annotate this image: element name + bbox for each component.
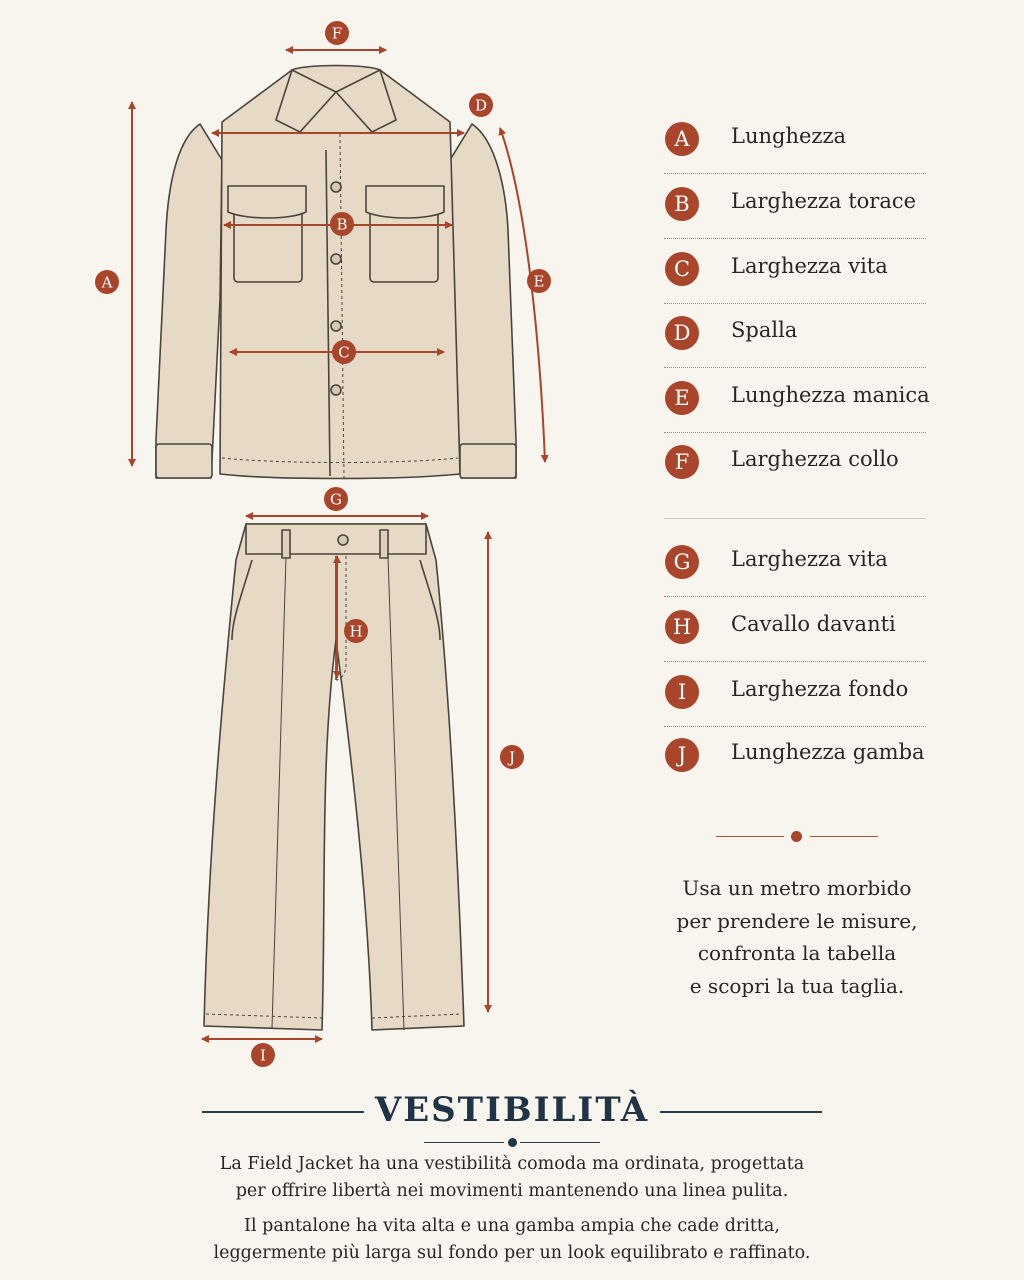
- legend-row-i: [664, 663, 926, 727]
- jacket-illustration: [156, 66, 516, 479]
- garment-diagram: [0, 0, 600, 1090]
- legend-label: Larghezza vita: [731, 547, 888, 571]
- marker-badge-d: [469, 93, 493, 117]
- tip-ornament: [716, 828, 878, 846]
- marker-badge-e: [527, 269, 551, 293]
- legend-label: Spalla: [731, 318, 798, 342]
- legend-label: Larghezza vita: [731, 254, 888, 278]
- marker-badge-i: [251, 1043, 275, 1067]
- legend-separator: [664, 367, 926, 368]
- marker-badge-c: [332, 340, 356, 364]
- legend-row-g: [664, 533, 926, 597]
- marker-letter-j: J: [508, 748, 516, 767]
- trousers-illustration: [204, 524, 464, 1030]
- marker-badge-g: [324, 487, 348, 511]
- legend-row-a: [664, 110, 926, 174]
- tip-line: e scopri la tua taglia.: [689, 973, 905, 998]
- fit-line: Il pantalone ha vita alta e una gamba ampia che cade dritta,: [244, 1216, 780, 1236]
- marker-letter-f: F: [331, 24, 343, 43]
- fit-title: VESTIBILITÀ: [374, 1090, 650, 1130]
- legend-row-c: [664, 240, 926, 304]
- trousers-body: [204, 524, 464, 1030]
- fit-paragraph-jacket: [150, 1151, 874, 1205]
- tip-line: confronta la tabella: [697, 941, 897, 965]
- marker-letter-h: H: [349, 622, 363, 641]
- legend-separator: [664, 596, 926, 597]
- fit-title-rule-right: [660, 1111, 822, 1113]
- jacket-right-pocket: [370, 210, 438, 282]
- marker-letter-a: A: [101, 273, 113, 292]
- legend-badge: B: [665, 187, 699, 221]
- marker-badge-f: [325, 21, 349, 45]
- legend-badge: J: [665, 738, 699, 772]
- jacket-left-pocket: [234, 210, 302, 282]
- jacket-right-sleeve: [450, 124, 516, 478]
- legend-row-e: [664, 369, 930, 433]
- legend-divider: [664, 518, 926, 519]
- fit-title-ornament: [424, 1138, 600, 1148]
- legend-label: Larghezza fondo: [731, 677, 909, 701]
- legend-label: Larghezza collo: [731, 447, 899, 471]
- legend-label: Lunghezza manica: [731, 383, 930, 407]
- legend-row-d: [664, 304, 926, 368]
- legend-badge: H: [665, 610, 699, 644]
- legend-label: Lunghezza: [731, 124, 847, 148]
- marker-letter-b: B: [336, 215, 348, 234]
- fit-line: La Field Jacket ha una vestibilità comoda ma ordinata, progettata: [219, 1154, 805, 1174]
- legend-badge: G: [665, 545, 699, 579]
- legend-badge: A: [665, 122, 699, 156]
- marker-letter-g: G: [330, 490, 342, 509]
- legend-row-j: [664, 726, 926, 790]
- legend-badge: E: [665, 381, 699, 415]
- legend-row-f: [664, 433, 926, 497]
- jacket-left-sleeve: [156, 124, 222, 478]
- legend-row-h: [664, 598, 926, 662]
- legend-separator: [664, 173, 926, 174]
- legend-row-b: [664, 175, 926, 239]
- fit-paragraph-trousers: [150, 1213, 874, 1267]
- fit-line: per offrire libertà nei movimenti mantenendo una linea pulita.: [235, 1181, 789, 1201]
- marker-letter-d: D: [474, 96, 488, 115]
- marker-badge-b: [330, 212, 354, 236]
- marker-letter-c: C: [338, 343, 350, 362]
- tip-line: Usa un metro morbido: [682, 876, 912, 900]
- fit-title-rule-left: [202, 1111, 364, 1113]
- marker-letter-e: E: [533, 272, 545, 291]
- trousers-waistband: [246, 524, 426, 554]
- marker-badge-j: [500, 745, 524, 769]
- legend-label: Lunghezza gamba: [731, 740, 925, 764]
- marker-letter-i: I: [260, 1046, 266, 1065]
- marker-badge-a: [95, 270, 119, 294]
- legend-badge: I: [665, 675, 699, 709]
- legend-badge: F: [665, 445, 699, 479]
- marker-badge-h: [344, 619, 368, 643]
- tip-line: per prendere le misure,: [676, 908, 918, 933]
- legend-separator: [664, 661, 926, 662]
- legend-label: Cavallo davanti: [731, 612, 896, 636]
- legend-badge: C: [665, 252, 699, 286]
- legend-separator: [664, 238, 926, 239]
- legend-label: Larghezza torace: [731, 189, 917, 213]
- legend-badge: D: [665, 316, 699, 350]
- fit-line: leggermente più larga sul fondo per un look equilibrato e raffinato.: [213, 1243, 811, 1263]
- measuring-tip: [660, 872, 934, 1002]
